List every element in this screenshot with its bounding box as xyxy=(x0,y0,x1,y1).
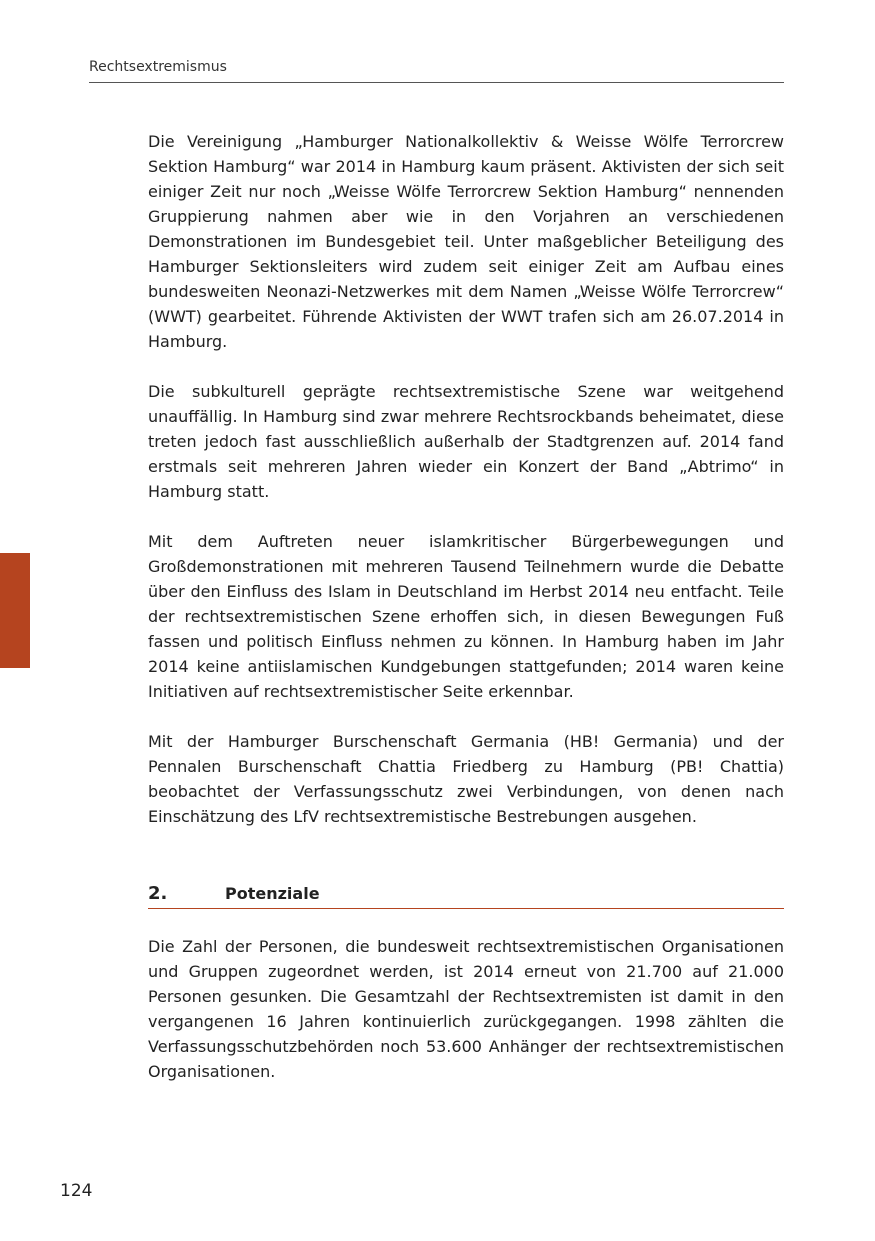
section-title: Potenziale xyxy=(225,884,320,903)
running-header xyxy=(89,58,784,83)
page-number: 124 xyxy=(60,1181,93,1201)
section-paragraph: Die Zahl der Personen, die bundesweit rechtsextremistischen Organisationen und Gruppen zugeordnet werden, ist 2014 erneut von 21.700 auf 21.000 Personen gesunken. Die Gesamtzahl der Rechtsextremisten ist damit in den vergangenen 16 Jahren kontinuierlich zurückgegangen. 1998 zählten die Verfassungsschutzbehörden noch 53.600 Anhänger der rechtsextremistischen Organisationen. xyxy=(148,937,784,1081)
chapter-side-tab xyxy=(0,553,30,668)
running-header-title: Rechtsextremismus xyxy=(89,59,227,75)
body-paragraph: Die Vereinigung „Hamburger Nationalkollektiv & Weisse Wölfe Terrorcrew Sektion Hamburg“ war 2014 in Hamburg kaum präsent. Aktivisten der sich seit einiger Zeit nur noch „Weisse Wölfe Terrorcrew Sektion Hamburg“ nennenden Gruppierung nahmen aber wie in den Vorjahren an verschiedenen Demonstrationen im Bundesgebiet teil. Unter maßgeblicher Beteiligung des Hamburger Sektionsleiters wird zudem seit einiger Zeit am Aufbau eines bundesweiten Neonazi-Netzwerkes mit dem Namen „Weisse Wölfe Terrorcrew“ (WWT) gearbeitet. Führende Aktivisten der WWT trafen sich am 26.07.2014 in Hamburg. xyxy=(148,132,784,351)
body-paragraph: Mit dem Auftreten neuer islamkritischer Bürgerbewegungen und Großdemonstrationen mit mehreren Tausend Teilnehmern wurde die Debatte über den Einfluss des Islam in Deutschland im Herbst 2014 neu entfacht. Teile der rechtsextremistischen Szene erhoffen sich, in diesen Bewegungen Fuß fassen und politisch Einfluss nehmen zu können. In Hamburg haben im Jahr 2014 keine antiislamischen Kundgebungen stattgefunden; 2014 waren keine Initiativen auf rechtsextremistischer Seite erkennbar. xyxy=(148,532,784,701)
section-number: 2. xyxy=(148,883,168,904)
body-paragraph: Mit der Hamburger Burschenschaft Germania (HB! Germania) und der Pennalen Burschenschaft Chattia Friedberg zu Hamburg (PB! Chattia) beobachtet der Verfassungsschutz zwei Verbindungen, von denen nach Einschätzung des LfV rechtsextremistische Bestrebungen ausgehen. xyxy=(148,732,784,826)
section-heading xyxy=(148,883,784,909)
body-paragraph: Die subkulturell geprägte rechtsextremistische Szene war weitgehend unauffällig. In Hamburg sind zwar mehrere Rechtsrockbands beheimatet, diese treten jedoch fast ausschließlich außerhalb der Stadtgrenzen auf. 2014 fand erstmals seit mehreren Jahren wieder ein Konzert der Band „Abtrimo“ in Hamburg statt. xyxy=(148,382,784,501)
page-content xyxy=(148,129,784,1109)
